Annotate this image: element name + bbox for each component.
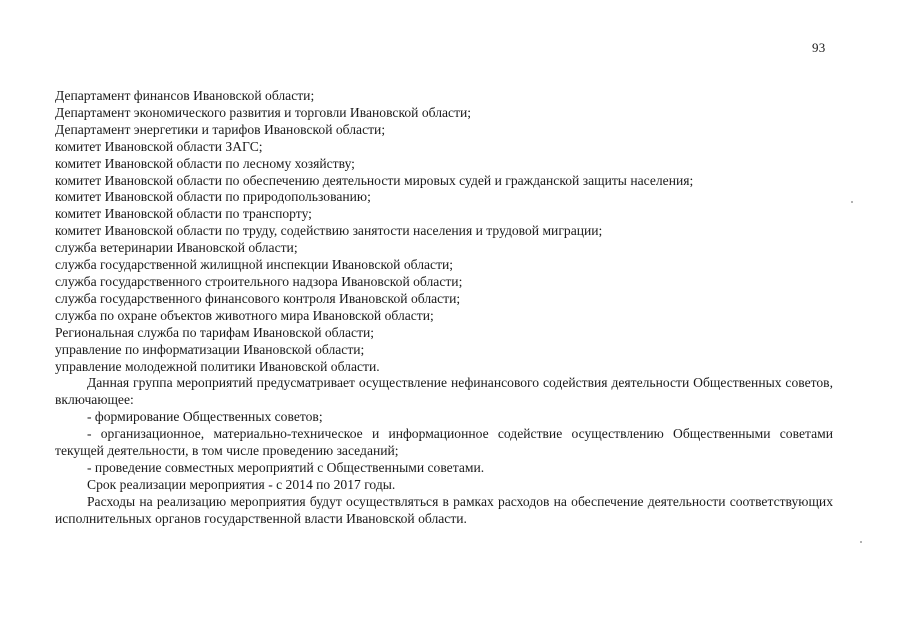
list-item-joint-events: - проведение совместных мероприятий с Общественными советами. — [87, 459, 485, 475]
organization-list — [55, 88, 833, 375]
list-item: служба государственной жилищной инспекции Ивановской области; — [55, 257, 454, 273]
scan-speck — [860, 541, 862, 543]
list-item: комитет Ивановской области ЗАГС; — [55, 138, 263, 154]
list-item-formation: - формирование Общественных советов; — [87, 409, 323, 425]
list-item: Региональная служба по тарифам Ивановской области; — [55, 324, 375, 340]
list-item: комитет Ивановской области по обеспечению деятельности мировых судей и гражданской защиты населения; — [55, 172, 694, 188]
list-item: служба ветеринарии Ивановской области; — [55, 240, 298, 256]
list-item: управление по информатизации Ивановской области; — [55, 341, 365, 357]
intro-paragraph: Данная группа мероприятий предусматривает осуществление нефинансового содействия деятельности Общественных советов, включающее: — [55, 375, 833, 408]
scan-speck — [851, 201, 853, 203]
list-item: управление молодежной политики Ивановской области. — [55, 358, 380, 374]
list-item: комитет Ивановской области по труду, содействию занятости населения и трудовой миграции; — [55, 223, 603, 239]
expenses-paragraph: Расходы на реализацию мероприятия будут осуществляться в рамках расходов на обеспечение деятельности соответствующих исполнительных органов государственной власти Ивановской области. — [55, 493, 833, 526]
term-paragraph: Срок реализации мероприятия - с 2014 по 2017 годы. — [87, 476, 396, 492]
document-body — [55, 88, 833, 528]
list-item: служба по охране объектов животного мира Ивановской области; — [55, 307, 434, 323]
list-item: Департамент финансов Ивановской области; — [55, 88, 315, 103]
list-item: Департамент экономического развития и торговли Ивановской области; — [55, 104, 472, 120]
list-item-support: - организационное, материально-техническое и информационное содействие осуществлению Общественными советами текущей деятельности, в том числе проведению заседаний; — [55, 426, 833, 459]
list-item: служба государственного финансового контроля Ивановской области; — [55, 290, 461, 306]
list-item: комитет Ивановской области по лесному хозяйству; — [55, 155, 355, 171]
list-item: Департамент энергетики и тарифов Ивановской области; — [55, 121, 386, 137]
list-item: служба государственного строительного надзора Ивановской области; — [55, 273, 463, 289]
list-item: комитет Ивановской области по транспорту; — [55, 206, 312, 222]
page-number: 93 — [812, 40, 826, 55]
list-item: комитет Ивановской области по природопользованию; — [55, 189, 371, 205]
